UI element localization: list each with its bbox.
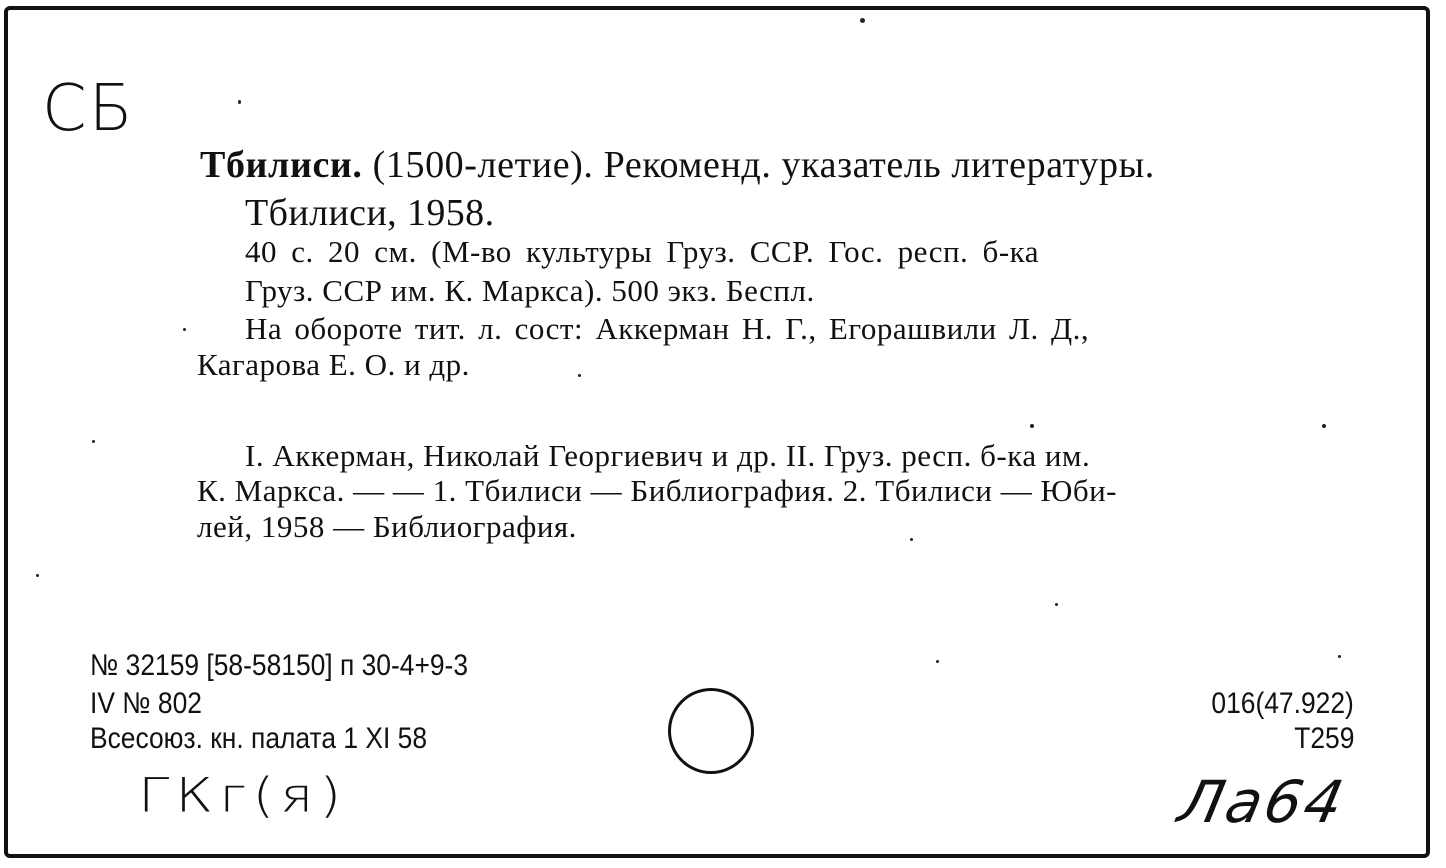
entry-description-line2: Груз. ССР им. К. Маркса). 500 экз. Беспл.: [245, 273, 815, 308]
entry-description-line1: 40 с. 20 см. (М-во культуры Груз. ССР. Гос. респ. б-ка: [245, 234, 1040, 269]
scan-speck: [36, 574, 39, 577]
handwritten-shelf-mark: Ла64: [1172, 768, 1353, 836]
entry-tracing-line1: I. Аккерман, Николай Георгиевич и др. II. Груз. респ. б-ка им.: [245, 438, 1091, 473]
scan-speck: [936, 660, 939, 663]
handwritten-collection-mark: СБ: [42, 72, 135, 146]
card-punch-hole: [668, 688, 754, 774]
scan-speck: [92, 440, 95, 443]
entry-heading: Тбилиси.: [200, 144, 363, 186]
scan-speck: [860, 18, 865, 23]
entry-imprint: Тбилиси, 1958.: [245, 192, 495, 234]
scan-speck: [1322, 424, 1326, 428]
entry-note-line1: На обороте тит. л. сост: Аккерман Н. Г., Егорашвили Л. Д.,: [245, 311, 1090, 346]
udc-index: 016(47.922): [1211, 687, 1354, 720]
entry-tracing-line2: К. Маркса. — — 1. Тбилиси — Библиография. 2. Тбилиси — Юби-: [197, 473, 1118, 508]
scan-speck: [1030, 424, 1034, 428]
scan-speck: [183, 328, 186, 331]
entry-tracing-line3: лей, 1958 — Библиография.: [197, 509, 577, 544]
entry-title: (1500-летие). Рекоменд. указатель литературы.: [372, 144, 1155, 186]
registry-chamber: Всесоюз. кн. палата 1 XI 58: [90, 722, 428, 755]
registry-number: № 32159 [58-58150] п 30-4+9-3: [90, 649, 469, 682]
entry-title-line: [200, 146, 1155, 184]
handwritten-location-mark: ГКг(я): [138, 768, 348, 824]
author-mark: Т259: [1293, 722, 1354, 755]
scan-speck: [910, 538, 913, 541]
registry-series: IV № 802: [90, 687, 202, 720]
scan-speck: [578, 374, 581, 377]
scan-speck: [1055, 603, 1058, 606]
scan-speck: [1338, 655, 1341, 658]
entry-note-line2: Кагарова Е. О. и др.: [197, 347, 470, 382]
scan-speck: [238, 100, 241, 104]
